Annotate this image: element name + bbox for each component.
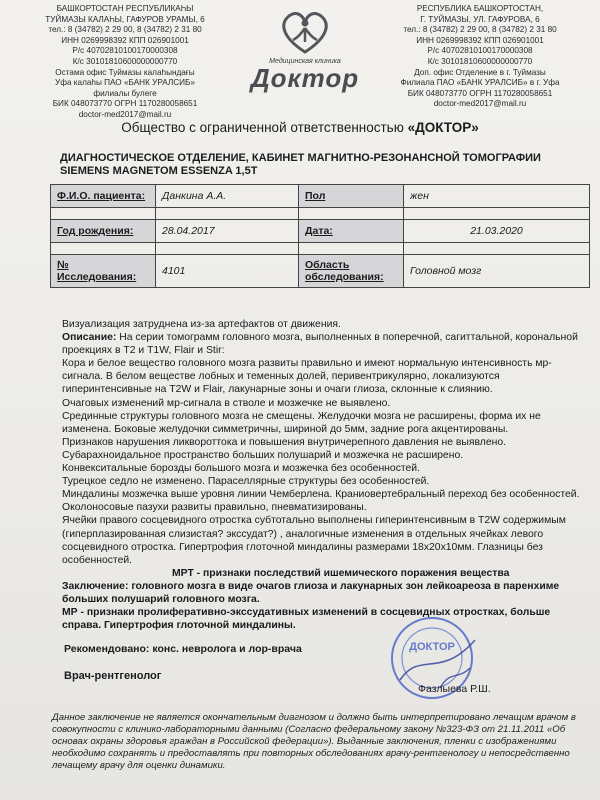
description-text: На серии томограмм головного мозга, выполненных в поперечной, сагиттальной, корональной проекциях в Т2 и Т1W, Flair и Stir: (62, 332, 578, 357)
department-title: ДИАГНОСТИЧЕСКОЕ ОТДЕЛЕНИЕ, КАБИНЕТ МАГНИТНО-РЕЗОНАНСНОЙ ТОМОГРАФИИ SIEMENS MAGNETOM ESSENZA 1,5T (60, 152, 541, 177)
org-name: «ДОКТОР» (407, 120, 479, 135)
empty-cell (156, 208, 299, 220)
conclusion-label: Заключение: (62, 580, 129, 592)
org-prefix: Общество с ограниченной ответственностью (121, 120, 408, 135)
hdr-left-line: К/с 30101810600000000770 (72, 56, 178, 66)
hdr-right-line: doctor-med2017@mail.ru (433, 99, 527, 109)
hdr-right-line: Филиала ПАО «БАНК УРАЛСИБ» в г. Уфа (400, 78, 560, 88)
clinic-stamp (380, 610, 490, 710)
report-paragraph: Кора и белое вещество головного мозга развиты правильно и имеют нормальную интенсивность мр-сигнала. В белом веществе лобных и теменных долей, перивентрикулярно, локализуются гиперинтенсивные на Т2W и Flair, лакунарные зоны и очаги глиоза, склонные к слиянию. (62, 358, 552, 396)
birth-value: 28.04.2017 (156, 220, 299, 243)
hdr-left-line: Р/с 40702810100170000308 (72, 46, 178, 56)
clinic-logo (225, 4, 385, 104)
date-value: 21.03.2020 (404, 220, 590, 243)
conclusion (62, 580, 590, 606)
empty-cell (404, 243, 590, 255)
hdr-left-line: Уфа калаһы ПАО «БАНК УРАЛСИБ» (55, 78, 195, 88)
empty-cell (51, 208, 156, 220)
area-label: Область обследования: (299, 255, 404, 288)
hdr-left-line: ИНН 0269998392 КПП 026901001 (61, 35, 189, 45)
sex-label: Пол (299, 185, 404, 208)
report-paragraph: Конвекситальные борозды большого мозга и мозжечка без особенностей. (62, 463, 421, 475)
letterhead (0, 4, 600, 119)
hdr-right-line: БИК 048073770 ОГРН 1170280058651 (407, 88, 553, 98)
empty-cell (404, 208, 590, 220)
hdr-left-line: БАШКОРТОСТАН РЕСПУБЛИКАҺЫ (56, 4, 194, 13)
hdr-left-line: тел.: 8 (34782) 2 29 00, 8 (34782) 2 31 80 (48, 25, 202, 35)
patient-name-label: Ф.И.О. пациента: (51, 185, 156, 208)
empty-cell (299, 243, 404, 255)
stamp-icon (380, 610, 490, 710)
conclusion-lead: МРТ - признаки последствий ишемического поражения вещества (172, 567, 510, 579)
report-paragraph: Срединные структуры головного мозга не смещены. Желудочки мозга не расширены, форма их не изменена. Боковые желудочки симметричны, шириной до 5мм, задние рога акцентированы. (62, 410, 541, 435)
report-paragraph: Турецкое седло не изменено. Параселлярные структуры без особенностей. (62, 476, 430, 488)
patient-info-table (50, 184, 590, 288)
report-body (62, 318, 590, 632)
recommendation-label: Рекомендовано: (64, 643, 150, 655)
report-paragraph: Признаков нарушения ликвороттока и повышения внутричерепного давления не выявлено. (62, 436, 507, 448)
study-label: № Исследования: (51, 255, 156, 288)
hdr-left-line: БИК 048073770 ОГРН 1170280058651 (52, 99, 198, 109)
conclusion-2: МР - признаки пролиферативно-экссудативных изменений в сосцевидных отростках, больше справа. Гипертрофия глоточной миндалины. (62, 607, 551, 632)
date-label: Дата: (299, 220, 404, 243)
sex-value: жен (404, 185, 590, 208)
doctor-name: Фазлыева Р.Ш. (418, 683, 491, 695)
report-intro: Визуализация затруднена из-за артефактов от движения. (62, 319, 341, 330)
report-description (62, 331, 590, 357)
letterhead-right (385, 4, 575, 110)
empty-cell (156, 243, 299, 255)
hdr-right-line: РЕСПУБЛИКА БАШКОРТОСТАН, (416, 4, 544, 13)
hdr-left-line: Остама офис Туймазы калаһындағы (55, 67, 195, 77)
organization-title (0, 120, 600, 135)
report-paragraph: Очаговых изменений мр-сигнала в стволе и мозжечке не выявлено. (62, 397, 391, 409)
disclaimer-footer: Данное заключение не является окончательным диагнозом и должно быть интерпретировано лечащим врачом в совокупности с клинико-лабораторными данными (Согласно федеральному закону №323-ФЗ от 21.11.2011 «Об основах охраны здоровья граждан в Российской федерации»). Выданные заключения, пленки с изображениями необходимо сохранять и предоставлять при повторных обследованиях врачу-рентгенологу и непосредственно лечащему врачу для оценки динамики. (52, 712, 576, 771)
report-paragraph: Ячейки правого сосцевидного отростка субтотально выполнены гиперинтенсивным в Т2W содержимым (гиперплазированная слизистая? экссудат?) , аналогичные изменения в отдельных ячейках левого сосцевидного отростка. Гипертрофия глоточной миндалины размерами 18х20х10мм. Глазницы без особенностей. (62, 515, 566, 566)
report-paragraph: Околоносовые пазухи развиты правильно, пневматизированы. (62, 502, 367, 514)
hdr-right-line: тел.: 8 (34782) 2 29 00, 8 (34782) 2 31 80 (403, 25, 557, 35)
hdr-right-line: К/с 30101810600000000770 (427, 56, 533, 66)
hdr-right-line: Р/с 40702810100170000308 (427, 46, 533, 56)
report-paragraph: Субарахноидальное пространство больших полушарий и мозжечка не расширено. (62, 449, 464, 461)
conclusion-text: головного мозга в виде очагов глиоза и лакунарных зон лейкоареоза в паренхиме больших полушарий головного мозга. (62, 580, 560, 605)
doctor-title: Врач-рентгенолог (64, 670, 162, 682)
description-label: Описание: (62, 332, 117, 344)
clinic-logo-icon (275, 8, 335, 56)
stamp-label: ДОКТОР (409, 641, 455, 653)
area-value: Головной мозг (404, 255, 590, 288)
hdr-left-line: ТУЙМАЗЫ КАЛАҺЫ, ГАФУРОВ УРАМЫ, 6 (45, 14, 205, 24)
empty-cell (51, 243, 156, 255)
recommendation-text: конс. невролога и лор-врача (152, 643, 302, 655)
report-paragraph: Миндалины мозжечка выше уровня линии Чемберлена. Краниовертебральный переход без особенностей. (62, 489, 580, 501)
logo-tagline: Медицинская клиника (269, 58, 341, 65)
hdr-right-line: Г. ТУЙМАЗЫ, УЛ. ГАФУРОВА, 6 (420, 14, 540, 24)
recommendation (64, 643, 302, 655)
empty-cell (299, 208, 404, 220)
letterhead-left (30, 4, 220, 121)
hdr-right-line: ИНН 0269998392 КПП 026901001 (416, 35, 544, 45)
study-value: 4101 (156, 255, 299, 288)
birth-label: Год рождения: (51, 220, 156, 243)
patient-name-value: Данкина А.А. (156, 185, 299, 208)
hdr-right-line: Доп. офис Отделение в г. Туймазы (414, 67, 546, 77)
hdr-left-line: филиалы булеге (93, 88, 157, 98)
logo-name: Доктор (250, 63, 360, 93)
hdr-left-line: doctor-med2017@mail.ru (78, 109, 172, 119)
